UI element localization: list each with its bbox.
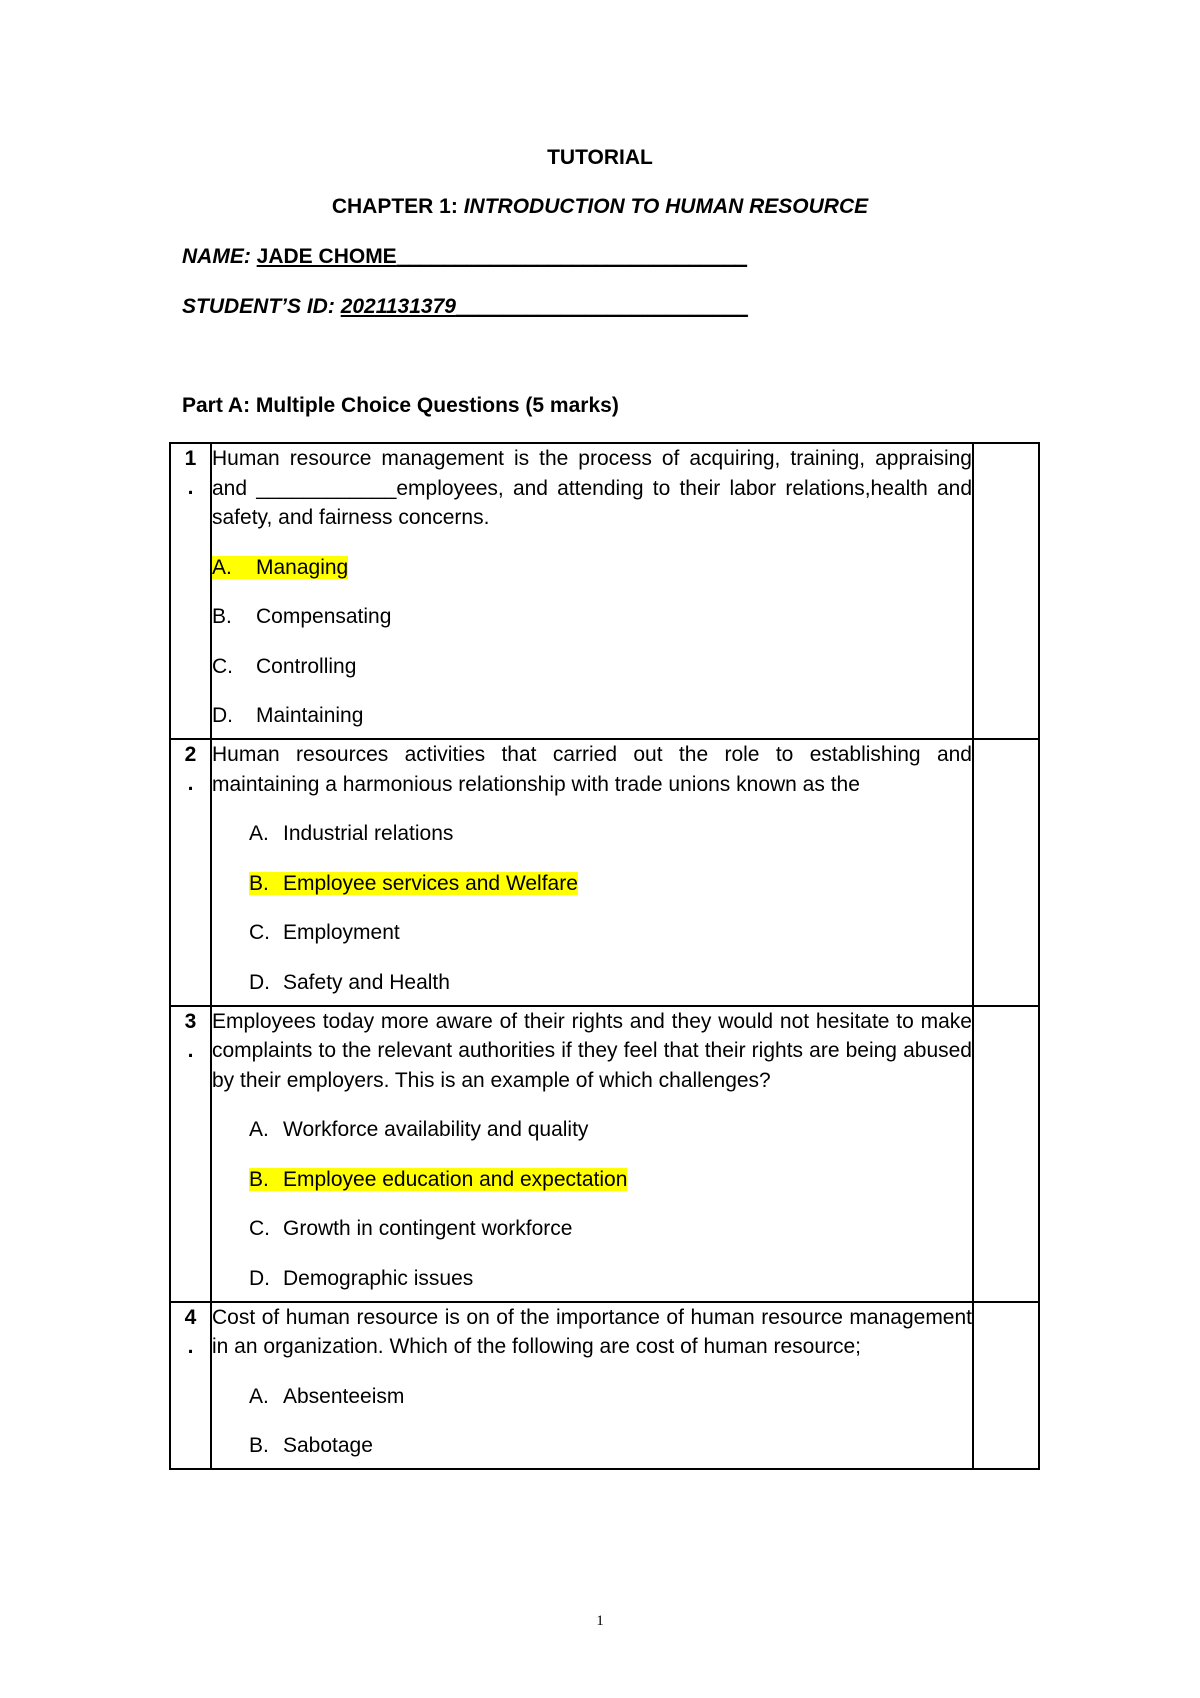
answer-cell [973,1006,1039,1302]
answer-cell [973,443,1039,739]
option-b: B. Employee services and Welfare [249,871,578,895]
question-number: 4 . [170,1302,211,1470]
question-cell [211,739,973,1006]
option-d: D. Safety and Health [249,970,450,994]
question-cell [211,443,973,739]
question-number: 1 . [170,443,211,739]
question-row [170,1302,1039,1470]
question-row [170,739,1039,1006]
page-number: 1 [596,1613,604,1629]
option-c: C. Employment [249,921,400,944]
student-id-label: STUDENT’S ID: [182,295,335,318]
questions-table [169,442,1040,1470]
question-stem: Human resource management is the process of acquiring, training, appraising and ____________employees, and attending to their labor relations,health and safety, and fairness concerns. [212,447,972,529]
option-d: D. Demographic issues [249,1266,474,1290]
option-b: B. Compensating [212,605,392,628]
option-b: B. Sabotage [249,1434,373,1457]
document-title: TUTORIAL [547,146,653,169]
question-row [170,1006,1039,1302]
question-cell [211,1302,973,1470]
question-number: 2 . [170,739,211,1006]
student-id-field [182,295,748,319]
question-row [170,443,1039,739]
chapter-prefix: CHAPTER 1: [331,195,464,218]
option-a: A. Workforce availability and quality [249,1118,589,1141]
option-d: D. Maintaining [212,704,364,727]
chapter-title: INTRODUCTION TO HUMAN RESOURCE [463,195,869,218]
name-label: NAME: [182,245,251,268]
question-number: 3 . [170,1006,211,1302]
option-a: A. Industrial relations [249,822,454,845]
name-value: JADE CHOME______________________________ [256,245,748,268]
option-c: C. Controlling [212,654,357,678]
answer-cell [973,1302,1039,1470]
option-b: B. Employee education and expectation [249,1167,628,1191]
option-a: A. Absenteeism [249,1384,405,1408]
option-c: C. Growth in contingent workforce [249,1217,573,1240]
student-id-value: 2021131379_________________________ [340,295,748,318]
answer-cell [973,739,1039,1006]
question-stem: Employees today more aware of their rights and they would not hesitate to make complaints to the relevant authorities if they feel that their rights are being abused by their employers. This is an example of which challenges? [212,1009,972,1092]
question-stem: Human resources activities that carried out the role to establishing and maintaining a harmonious relationship with trade unions known as the [212,743,972,796]
option-a: A. Managing [212,555,349,579]
question-cell [211,1006,973,1302]
section-heading: Part A: Multiple Choice Questions (5 marks) [182,394,619,417]
question-stem: Cost of human resource is on of the importance of human resource management in an organization. Which of the following are cost of human resource; [212,1305,972,1358]
name-field [182,245,747,269]
chapter-heading [0,195,1200,219]
